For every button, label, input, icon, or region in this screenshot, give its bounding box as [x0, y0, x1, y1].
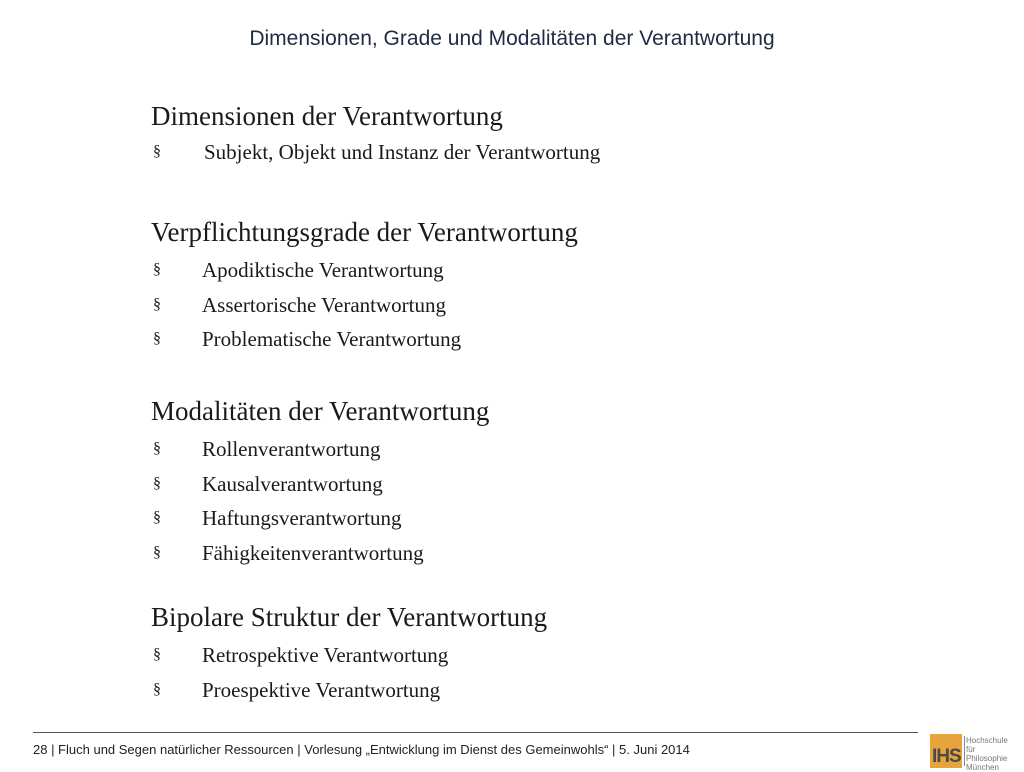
section-heading: Dimensionen der Verantwortung: [151, 101, 503, 131]
bullet-icon: §: [153, 680, 161, 698]
footer-divider: [33, 732, 918, 733]
list-item: [151, 253, 578, 288]
list-item: [151, 501, 489, 536]
bullet-icon: §: [153, 295, 161, 313]
list-item-text: Assertorische Verantwortung: [202, 292, 446, 317]
logo-divider: [964, 736, 965, 766]
section-heading: Modalitäten der Verantwortung: [151, 396, 490, 426]
list-item-text: Subjekt, Objekt und Instanz der Verantwortung: [204, 140, 601, 164]
section-heading: Verpflichtungsgrade der Verantwortung: [151, 217, 578, 247]
list-item: [151, 322, 578, 357]
list-item-text: Kausalverantwortung: [202, 471, 383, 496]
list-item-text: Problematische Verantwortung: [202, 327, 462, 351]
section-bipolare-struktur: [151, 601, 547, 707]
logo-text: [966, 736, 1016, 772]
list-item-text: Haftungsverantwortung: [202, 506, 402, 530]
list-item: [151, 432, 489, 467]
footer-text: 28 | Fluch und Segen natürlicher Ressourcen | Vorlesung „Entwicklung im Dienst des Gemeinwohls“ | 5. Juni 2014: [33, 742, 690, 757]
bullet-icon: §: [153, 440, 161, 457]
logo-line: München: [966, 763, 999, 772]
logo-line: Hochschule für: [966, 736, 1008, 754]
list-item: [151, 288, 578, 323]
list-item-text: Retrospektive Verantwortung: [202, 643, 449, 667]
list-item-text: Rollenverantwortung: [202, 437, 381, 461]
list-item-text: Apodiktische Verantwortung: [202, 258, 444, 282]
bullet-icon: §: [153, 474, 161, 492]
list-item: [151, 673, 547, 708]
section-verpflichtungsgrade: [151, 216, 578, 357]
logo-line: Philosophie: [966, 754, 1008, 763]
logo-mark: IHS: [932, 746, 961, 767]
bullet-icon: §: [153, 261, 161, 278]
section-dimensionen: [151, 100, 601, 170]
ihs-logo: [930, 734, 1024, 772]
list-item: [151, 467, 489, 502]
list-item: [151, 638, 547, 673]
slide-title: Dimensionen, Grade und Modalitäten der Verantwortung: [249, 27, 775, 50]
list-item-text: Fähigkeitenverantwortung: [202, 540, 424, 565]
bullet-icon: §: [153, 509, 161, 526]
list-item-text: Proespektive Verantwortung: [202, 677, 441, 702]
bullet-icon: §: [153, 143, 161, 160]
bullet-icon: §: [153, 330, 161, 347]
bullet-icon: §: [153, 646, 161, 663]
list-item: [151, 135, 601, 170]
bullet-icon: §: [153, 543, 161, 561]
section-modalitaeten: [151, 395, 489, 570]
list-item: [151, 536, 489, 571]
section-heading: Bipolare Struktur der Verantwortung: [151, 602, 548, 632]
